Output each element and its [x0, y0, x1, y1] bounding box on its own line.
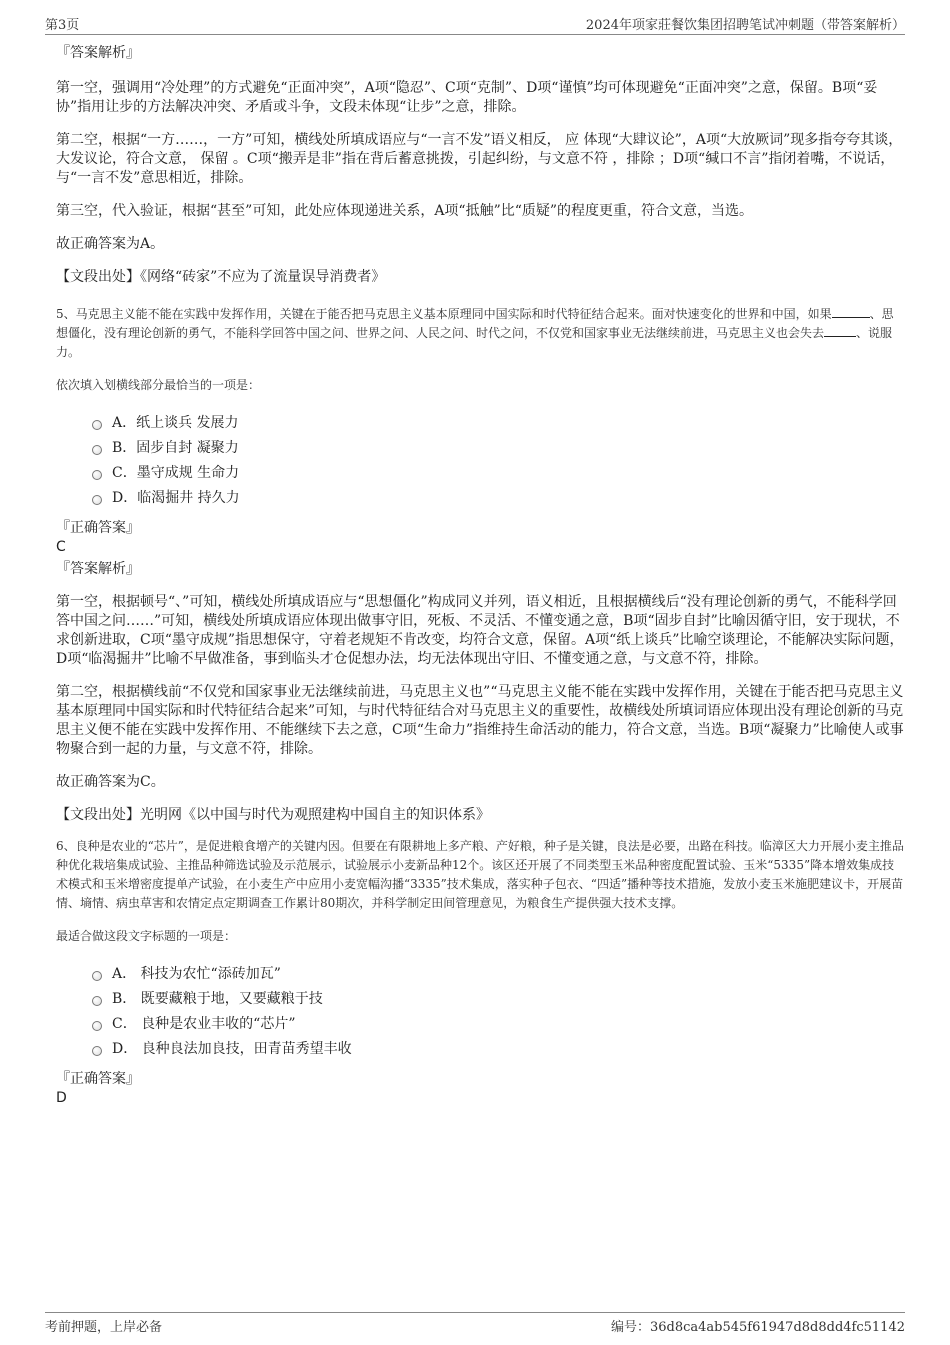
correct-answer: D: [56, 1090, 67, 1106]
analysis-label: 『答案解析』: [56, 561, 140, 577]
radio-icon[interactable]: [92, 971, 102, 981]
page-footer: [45, 1312, 905, 1335]
fill-blank: [824, 324, 856, 337]
question-stem: 6、良种是农业的“芯片”，是促进粮食增产的关键内因。但要在有限耕地上多产粮、产好粮，种子是关键，良法是必要，出路在科技。临漳区大力开展小麦主推品种优化栽培集成试验、主推品种筛选试验及示范展示，试验展示小麦新品种12个。该区还开展了不同类型玉米品种密度配置试验、玉米“5335”降本增效集成技术模式和玉米增密度提单产试验，在小麦生产中应用小麦宽幅沟播“3335”技术集成，落实种子包衣、“四适”播种等技术措施，发放小麦玉米施肥建议卡，开展苗情、墒情、病虫草害和农情定点定期调查工作累计80期次，并科学制定田间管理意见，为粮食生产提供强大技术支撑。: [56, 839, 904, 910]
analysis-paragraph: 第一空，根据顿号“、”可知，横线处所填成语应与“思想僵化”构成同义并列，语义相近，且根据横线后“没有理论创新的勇气，不能科学回答中国之问……”可知，横线处所填成语应体现出做事守旧，死板、不灵活、不懂变通之意，B项“固步自封”比喻因循守旧，安于现状，不求创新进取，C项“墨守成规”指思想保守，守着老规矩不肯改变，均符合文意，保留。A项“纸上谈兵”比喻空谈理论，不能解决实际问题，D项“临渴掘井”比喻不早做准备，事到临头才仓促想办法，均无法体现出守旧、不懂变通之意，与文意不符，排除。: [56, 594, 904, 667]
option-c[interactable]: C． 良种是农业丰收的“芯片”: [92, 1010, 905, 1035]
conclusion: 故正确答案为C。: [56, 774, 165, 790]
radio-icon[interactable]: [92, 495, 102, 505]
option-d[interactable]: D．临渴掘井 持久力: [92, 484, 905, 509]
analysis-paragraph: 第二空，根据“一方……，一方”可知，横线处所填成语应与“一言不发”语义相反， 应 体现“大肆议论”，A项“大放厥词”现多指夸夸其谈，大发议论，符合文意， 保留 。C项“搬弄是非”指在背后蓄意挑拨，引起纠纷，与文意不符 ，排除 ；D项“缄口不言”指闭着嘴，不说话，与“一言不发”意思相近，排除。: [56, 132, 903, 186]
option-d[interactable]: D． 良种良法加良技，田青苗秀望丰收: [92, 1035, 905, 1060]
analysis-paragraph: 第二空，根据横线前“不仅党和国家事业无法继续前进，马克思主义也”“马克思主义能不能在实践中发挥作用，关键在于能否把马克思主义基本原理同中国实际和时代特征结合起来”可知，与时代特征结合对马克思主义的重要性，故横线处所填词语应体现出没有理论创新的马克思主义便不能在实践中发挥作用、不能继续下去之意，C项“生命力”指维持生命活动的能力，符合文意，当选。B项“凝聚力”比喻使人或事物聚合到一起的力量，与文意不符，排除。: [56, 684, 904, 757]
question-stem: [56, 305, 905, 362]
question-instruction: 最适合做这段文字标题的一项是：: [56, 929, 237, 943]
option-a[interactable]: A．纸上谈兵 发展力: [92, 409, 905, 434]
option-b[interactable]: B．固步自封 凝聚力: [92, 434, 905, 459]
option-c[interactable]: C．墨守成规 生命力: [92, 459, 905, 484]
analysis-label: 『答案解析』: [56, 45, 140, 61]
radio-icon[interactable]: [92, 470, 102, 480]
document-title: 2024年项家莊餐饮集团招聘笔试冲刺题（带答案解析）: [585, 18, 905, 33]
footer-slogan: 考前押题，上岸必备: [45, 1320, 163, 1335]
correct-answer-label: 『正确答案』: [56, 520, 140, 536]
option-b[interactable]: B． 既要藏粮于地，又要藏粮于技: [92, 985, 905, 1010]
source-citation: 【文段出处】光明网《以中国与时代为观照建构中国自主的知识体系》: [56, 807, 490, 823]
conclusion: 故正确答案为A。: [56, 236, 165, 252]
page-content: [56, 44, 905, 1111]
page-number: 第3页: [45, 18, 80, 33]
radio-icon[interactable]: [92, 420, 102, 430]
source-citation: 【文段出处】《网络“砖家”不应为了流量误导消费者》: [56, 269, 386, 285]
stem-part: 、思想僵化，没有理论创新的勇气，不能科学回答中国之问、世界之问、人民之问、时代之问，不仅党和国家事业无法继续前进，马克思主义也会失去: [56, 307, 894, 340]
radio-icon[interactable]: [92, 1021, 102, 1031]
radio-icon[interactable]: [92, 445, 102, 455]
radio-icon[interactable]: [92, 1046, 102, 1056]
analysis-paragraph: 第三空，代入验证，根据“甚至”可知，此处应体现递进关系，A项“抵触”比“质疑”的程度更重，符合文意，当选。: [56, 203, 754, 219]
correct-answer-label: 『正确答案』: [56, 1071, 140, 1087]
document-id: 编号：36d8ca4ab545f61947d8d8dd4fc51142: [610, 1320, 905, 1335]
correct-answer: C: [56, 539, 66, 555]
fill-blank: [832, 305, 870, 318]
stem-part: 5、马克思主义能不能在实践中发挥作用，关键在于能否把马克思主义基本原理同中国实际和时代特征结合起来。面对快速变化的世界和中国，如果: [56, 307, 832, 321]
analysis-paragraph: 第一空，强调用“冷处理”的方式避免“正面冲突”，A项“隐忍”、C项“克制”、D项“谨慎”均可体现避免“正面冲突”之意，保留。B项“妥协”指用让步的方法解决冲突、矛盾或斗争，文段未体现“让步”之意，排除。: [56, 80, 878, 115]
radio-icon[interactable]: [92, 996, 102, 1006]
page-header: [45, 14, 905, 35]
stem-part: 、说服力。: [56, 326, 893, 359]
option-a[interactable]: A． 科技为农忙“添砖加瓦”: [92, 960, 905, 985]
option-list: [92, 409, 905, 509]
option-list: [92, 960, 905, 1060]
question-instruction: 依次填入划横线部分最恰当的一项是：: [56, 378, 261, 392]
